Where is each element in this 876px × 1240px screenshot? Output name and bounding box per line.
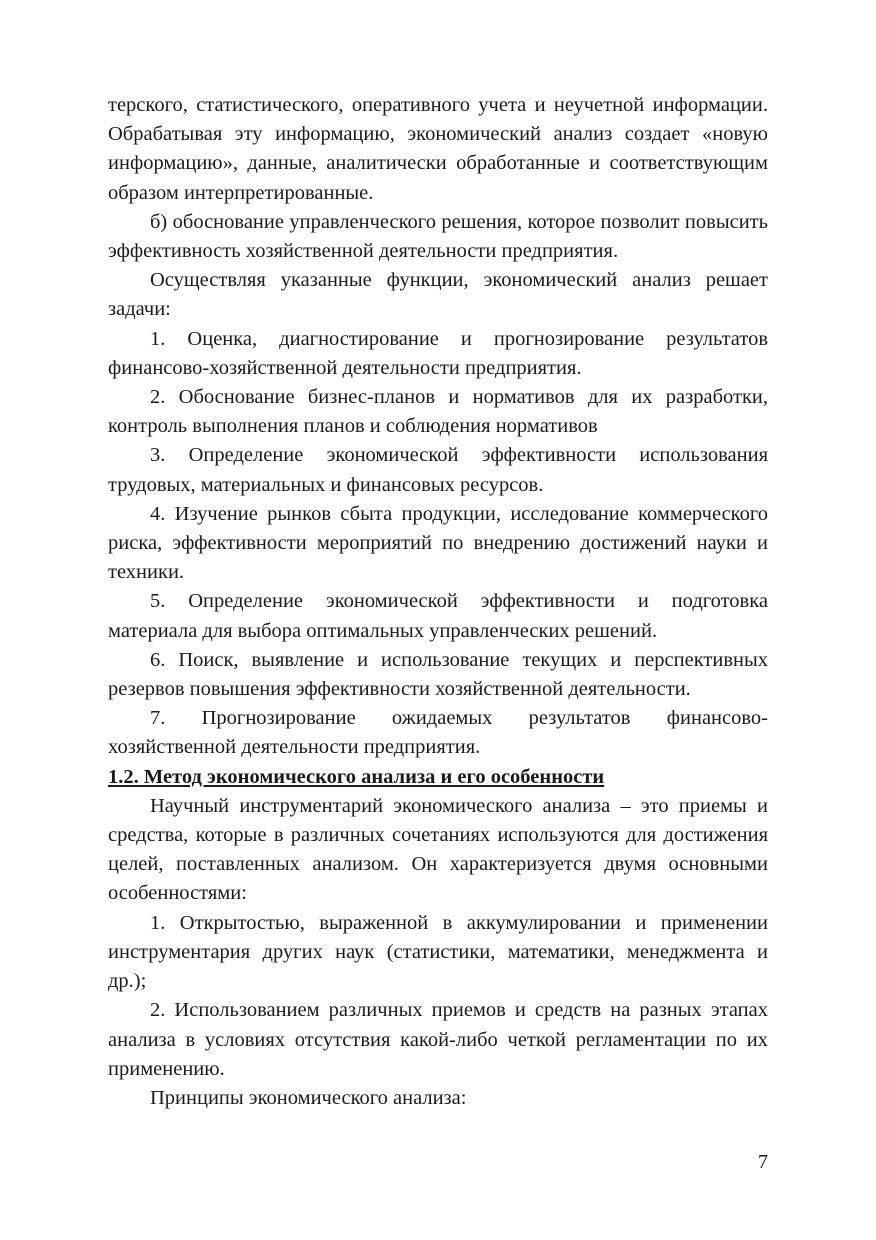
section-heading: 1.2. Метод экономического анализа и его особенности bbox=[108, 765, 605, 788]
paragraph-method-intro: Научный инструментарий экономического анализа – это приемы и средства, которые в различных сочетаниях используются для достижения целей, поставленных анализом. Он характеризуется двумя основными особенностями: bbox=[108, 794, 768, 905]
list-item-feature-1: 1. Открытостью, выраженной в аккумулировании и применении инструментария других наук (статистики, математики, менеджмента и др.); bbox=[108, 911, 768, 993]
list-item-task-3: 3. Определение экономической эффективности использования трудовых, материальных и финансовых ресурсов. bbox=[108, 444, 768, 496]
list-item-task-1: 1. Оценка, диагностирование и прогнозирование результатов финансово-хозяйственной деятельности предприятия. bbox=[108, 327, 768, 379]
paragraph-principles-intro: Принципы экономического анализа: bbox=[150, 1086, 467, 1109]
page-number: 7 bbox=[758, 1151, 768, 1173]
list-item-task-5: 5. Определение экономической эффективности и подготовка материала для выбора оптимальных управленческих решений. bbox=[108, 590, 768, 642]
list-item-task-2: 2. Обоснование бизнес-планов и нормативов для их разработки, контроль выполнения планов и соблюдения нормативов bbox=[108, 386, 768, 438]
paragraph-continuation: терского, статистического, оперативного учета и неучетной информации. Обрабатывая эту информацию, экономический анализ создает «новую информацию», данные, аналитически обработанные и соответствующим образом интерпретированные. bbox=[108, 94, 768, 204]
list-item-feature-2: 2. Использованием различных приемов и средств на разных этапах анализа в условиях отсутствия какой-либо четкой регламентации по их применению. bbox=[108, 999, 768, 1080]
list-item-task-6: 6. Поиск, выявление и использование текущих и перспективных резервов повышения эффективности хозяйственной деятельности. bbox=[108, 648, 768, 701]
body-text bbox=[108, 91, 768, 1113]
list-item-task-7: 7. Прогнозирование ожидаемых результатов финансово-хозяйственной деятельности предприятия. bbox=[108, 707, 768, 759]
paragraph-justification-of-decision: б) обоснование управленческого решения, которое позволит повысить эффективность хозяйственной деятельности предприятия. bbox=[108, 210, 768, 263]
list-item-task-4: 4. Изучение рынков сбыта продукции, исследование коммерческого риска, эффективности мероприятий по внедрению достижений науки и техники. bbox=[108, 502, 768, 584]
paragraph-tasks-intro: Осуществляя указанные функции, экономический анализ решает задачи: bbox=[108, 269, 768, 321]
